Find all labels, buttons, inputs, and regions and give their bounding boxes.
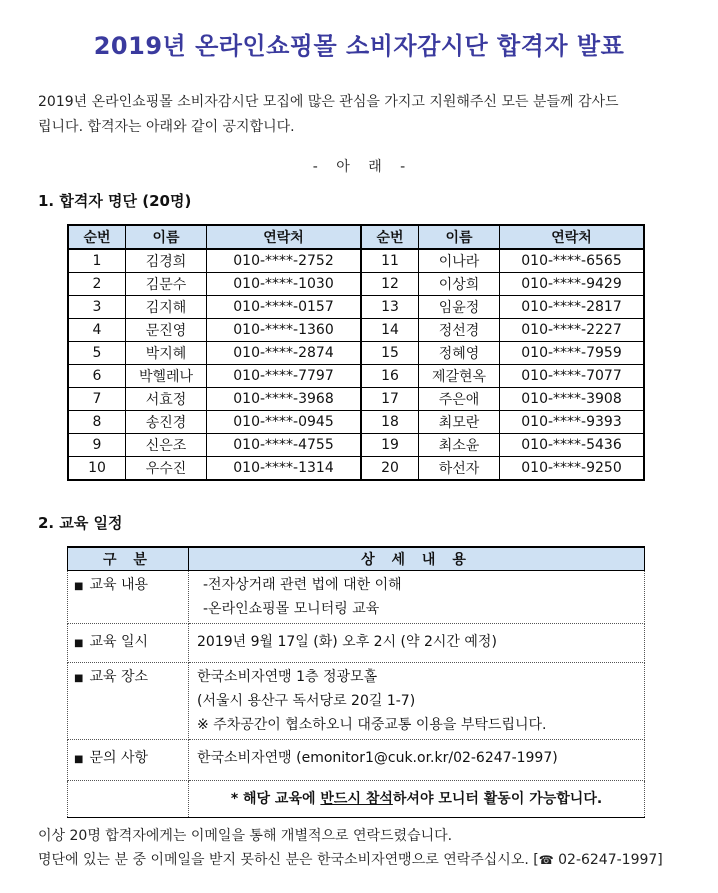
number-cell: 19: [361, 434, 419, 457]
number-cell: 9: [68, 434, 126, 457]
roster-row: [68, 249, 644, 273]
name-cell: 이나라: [419, 249, 500, 273]
footer-phone: 02-6247-1997]: [558, 852, 663, 868]
roster-row: [68, 365, 644, 388]
contact-cell: 010-****-0945: [207, 411, 362, 434]
roster-row: [68, 434, 644, 457]
name-cell: 최소윤: [419, 434, 500, 457]
contact-cell: 010-****-2227: [500, 319, 645, 342]
number-cell: 12: [361, 273, 419, 296]
section-title-roster: 1. 합격자 명단 (20명): [38, 192, 192, 210]
header-name: 이름: [419, 225, 500, 249]
schedule-detail: [189, 663, 645, 740]
roster-row: [68, 411, 644, 434]
contact-cell: 010-****-0157: [207, 296, 362, 319]
roster-row: [68, 319, 644, 342]
schedule-detail: [189, 571, 645, 624]
intro-paragraph: [38, 90, 688, 140]
schedule-row-content: [68, 571, 645, 624]
notice-emphasis: 반드시 참석: [320, 791, 393, 807]
detail-line: -온라인쇼핑몰 모니터링 교육: [203, 601, 380, 617]
below-divider-text: - 아 래 -: [312, 159, 406, 175]
schedule-label: ■ 교육 장소: [68, 663, 189, 740]
roster-row: [68, 388, 644, 411]
number-cell: 17: [361, 388, 419, 411]
name-cell: 주은애: [419, 388, 500, 411]
detail-line: ※ 주차공간이 협소하오니 대중교통 이용을 부탁드립니다.: [197, 717, 547, 733]
header-detail: 상 세 내 용: [189, 547, 645, 571]
intro-line-2: 립니다. 합격자는 아래와 같이 공지합니다.: [38, 119, 295, 135]
name-cell: 임윤정: [419, 296, 500, 319]
bullet-icon: ■: [74, 638, 84, 649]
number-cell: 2: [68, 273, 126, 296]
name-cell: 김문수: [126, 273, 207, 296]
schedule-row-inquiry: [68, 740, 645, 781]
number-cell: 3: [68, 296, 126, 319]
contact-cell: 010-****-3908: [500, 388, 645, 411]
header-number: 순번: [68, 225, 126, 249]
section-title-schedule: 2. 교육 일정: [38, 514, 123, 532]
number-cell: 18: [361, 411, 419, 434]
bullet-icon: ■: [74, 754, 84, 765]
roster-header-row: [68, 225, 644, 249]
schedule-label: ■ 교육 내용: [68, 571, 189, 624]
number-cell: 10: [68, 457, 126, 481]
name-cell: 최모란: [419, 411, 500, 434]
attendance-notice: * 해당 교육에 반드시 참석하셔야 모니터 활동이 가능합니다.: [189, 781, 645, 818]
header-contact: 연락처: [500, 225, 645, 249]
contact-cell: 010-****-5436: [500, 434, 645, 457]
page-title: 2019년 온라인쇼핑몰 소비자감시단 합격자 발표: [93, 32, 625, 60]
number-cell: 6: [68, 365, 126, 388]
name-cell: 정혜영: [419, 342, 500, 365]
roster-row: [68, 342, 644, 365]
contact-cell: 010-****-2817: [500, 296, 645, 319]
name-cell: 송진경: [126, 411, 207, 434]
schedule-detail: [189, 740, 645, 781]
contact-cell: 010-****-4755: [207, 434, 362, 457]
name-cell: 하선자: [419, 457, 500, 481]
name-cell: 김경희: [126, 249, 207, 273]
header-category: 구 분: [68, 547, 189, 571]
header-number: 순번: [361, 225, 419, 249]
name-cell: 박지혜: [126, 342, 207, 365]
number-cell: 11: [361, 249, 419, 273]
schedule-header-row: [68, 547, 645, 571]
contact-cell: 010-****-9250: [500, 457, 645, 481]
number-cell: 13: [361, 296, 419, 319]
contact-cell: 010-****-1030: [207, 273, 362, 296]
schedule-detail: [189, 624, 645, 663]
name-cell: 제갈현옥: [419, 365, 500, 388]
footer-line-2: 명단에 있는 분 중 이메일을 받지 못하신 분은 한국소비자연맹으로 연락주십시오. [☎ 02-6247-1997]: [38, 852, 663, 868]
bullet-icon: ■: [74, 673, 84, 684]
detail-line: 한국소비자연맹 (emonitor1@cuk.or.kr/02-6247-1997): [197, 750, 558, 766]
name-cell: 신은조: [126, 434, 207, 457]
name-cell: 박헬레나: [126, 365, 207, 388]
name-cell: 김지해: [126, 296, 207, 319]
contact-cell: 010-****-2752: [207, 249, 362, 273]
detail-line: -전자상거래 관련 법에 대한 이해: [203, 577, 402, 593]
contact-cell: 010-****-9393: [500, 411, 645, 434]
contact-cell: 010-****-2874: [207, 342, 362, 365]
roster-row: [68, 273, 644, 296]
roster-row: [68, 296, 644, 319]
number-cell: 8: [68, 411, 126, 434]
number-cell: 4: [68, 319, 126, 342]
schedule-row-datetime: [68, 624, 645, 663]
roster-table: [67, 224, 645, 481]
detail-line: 2019년 9월 17일 (화) 오후 2시 (약 2시간 예정): [197, 634, 497, 650]
contact-cell: 010-****-3968: [207, 388, 362, 411]
number-cell: 15: [361, 342, 419, 365]
number-cell: 5: [68, 342, 126, 365]
number-cell: 16: [361, 365, 419, 388]
intro-line-1: 2019년 온라인쇼핑몰 소비자감시단 모집에 많은 관심을 가지고 지원해주신 모든 분들께 감사드: [38, 94, 619, 110]
header-contact: 연락처: [207, 225, 362, 249]
footer-paragraph: [38, 824, 698, 872]
contact-cell: 010-****-7959: [500, 342, 645, 365]
number-cell: 7: [68, 388, 126, 411]
contact-cell: 010-****-6565: [500, 249, 645, 273]
name-cell: 우수진: [126, 457, 207, 481]
schedule-label: ■ 문의 사항: [68, 740, 189, 781]
contact-cell: 010-****-1360: [207, 319, 362, 342]
detail-line: (서울시 용산구 독서당로 20길 1-7): [197, 693, 416, 709]
header-name: 이름: [126, 225, 207, 249]
empty-cell: [68, 781, 189, 818]
number-cell: 1: [68, 249, 126, 273]
detail-line: 한국소비자연맹 1층 정광모홀: [197, 669, 378, 685]
schedule-row-notice: [68, 781, 645, 818]
number-cell: 20: [361, 457, 419, 481]
bullet-icon: ■: [74, 581, 84, 592]
contact-cell: 010-****-1314: [207, 457, 362, 481]
roster-row: [68, 457, 644, 481]
name-cell: 서효정: [126, 388, 207, 411]
schedule-row-place: [68, 663, 645, 740]
phone-icon: ☎: [538, 853, 554, 867]
name-cell: 이상희: [419, 273, 500, 296]
contact-cell: 010-****-7797: [207, 365, 362, 388]
footer-line-1: 이상 20명 합격자에게는 이메일을 통해 개별적으로 연락드렸습니다.: [38, 828, 453, 844]
name-cell: 문진영: [126, 319, 207, 342]
contact-cell: 010-****-7077: [500, 365, 645, 388]
schedule-table: [67, 546, 645, 818]
schedule-label: ■ 교육 일시: [68, 624, 189, 663]
number-cell: 14: [361, 319, 419, 342]
contact-cell: 010-****-9429: [500, 273, 645, 296]
name-cell: 정선경: [419, 319, 500, 342]
